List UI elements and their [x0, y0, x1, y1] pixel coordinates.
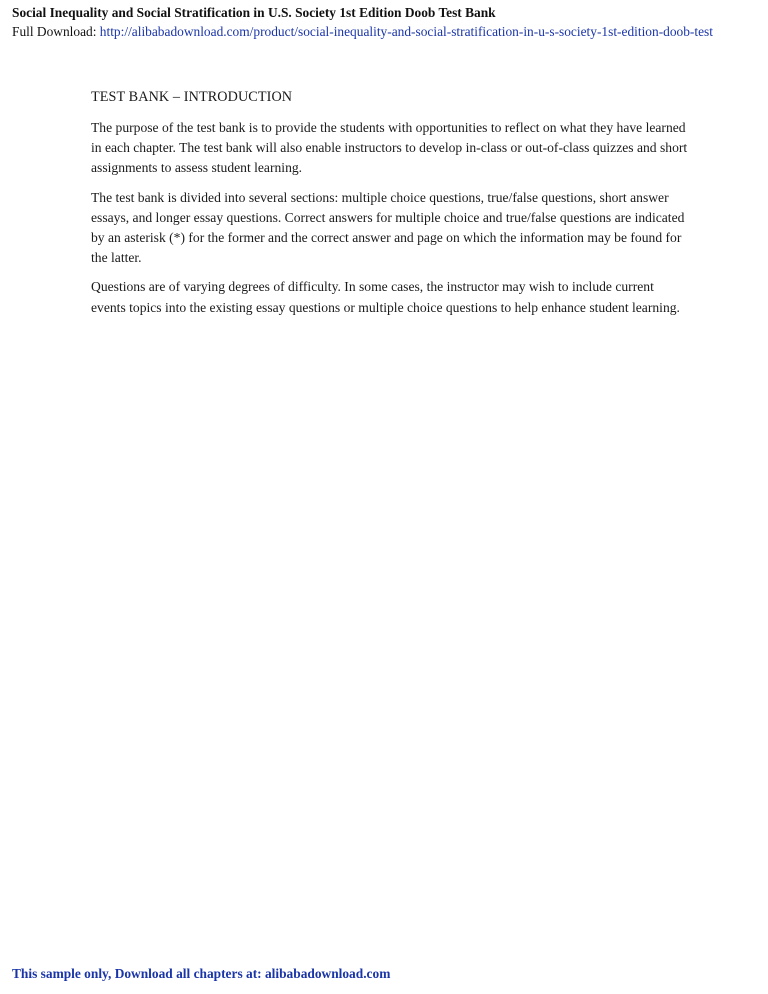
download-line	[12, 24, 713, 40]
section-heading: TEST BANK – INTRODUCTION	[91, 89, 293, 105]
paragraph-purpose: The purpose of the test bank is to provide the students with opportunities to reflect on what they have learned in each chapter. The test bank will also enable instructors to develop in-class or out-of-class quizzes and short assignments to assess student learning.	[91, 120, 688, 176]
paragraph-sections: The test bank is divided into several sections: multiple choice questions, true/false questions, short answer essays, and longer essay questions. Correct answers for multiple choice and true/false questions are indicated by an asterisk (*) for the former and the correct answer and page on which the information may be found for the latter.	[91, 189, 685, 266]
download-link[interactable]: http://alibabadownload.com/product/social-inequality-and-social-stratification-in-u-s-society-1st-edition-doob-test	[99, 24, 713, 39]
paragraph-difficulty: Questions are of varying degrees of difficulty. In some cases, the instructor may wish to include current events topics into the existing essay questions or multiple choice questions to help enhance student learning.	[91, 279, 680, 315]
document-title: Social Inequality and Social Stratification in U.S. Society 1st Edition Doob Test Bank	[12, 5, 496, 20]
footer-download-note[interactable]: This sample only, Download all chapters at: alibabadownload.com	[12, 966, 391, 981]
document-body	[91, 89, 691, 327]
download-label: Full Download:	[12, 24, 100, 39]
